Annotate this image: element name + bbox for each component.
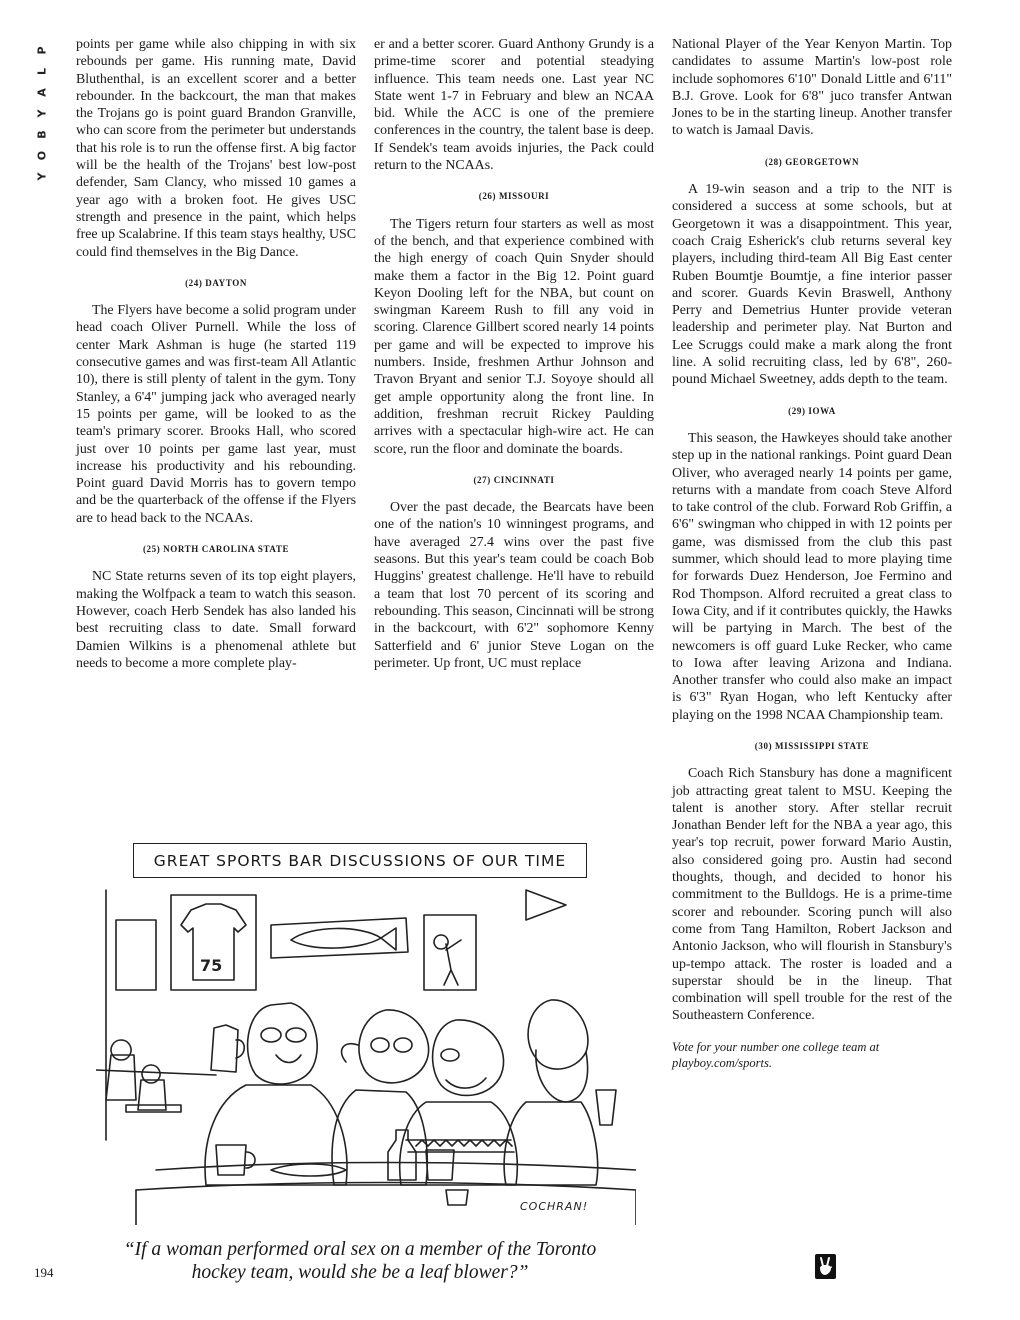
page-number: 194 [34,1265,54,1280]
nc-state-heading: (25) NORTH CAROLINA STATE [142,544,290,555]
mississippi-state-paragraph: Coach Rich Stansbury has done a magnificent job attracting great talent to MSU. Keeping the talent is another story. After stellar recruit Jonathan Bender left for the NBA a year ago, this year's top recruit, power forward Mario Austin, also considered going pro. Austin had second thoughts, though, and decided to honor his commitment to the Bulldogs. He is a prime-time scorer and rebounder. Scoring punch will also come from Tang Hamilton, Robert Jackson and Antonio Jackson, who will flourish in Stansbury's up-tempo attack. The roster is loaded and a superstar should be in the lineup. That combination will spell trouble for the rest of the Southeastern Conference. [672,766,952,1024]
vote-link-text[interactable]: Vote for your number one college team at playboy.com/sports. [672,1039,880,1070]
jersey-number: 75 [200,956,223,975]
cartoon-caption: “If a woman performed oral sex on a member of the Toronto hockey team, would she be a leaf blower?” [123,1239,597,1283]
article-column-3 [672,36,952,1071]
dayton-paragraph: The Flyers have become a solid program under head coach Oliver Purnell. While the loss of center Mark Ashman is huge (he started 119 consecutive games and was first-team All Atlantic 10), there is still plenty of talent in the gym. Tony Stanley, a 6'4" jumping jack who averaged nearly 15 points per game, will be looked to as the team's primary scorer. Brooks Hall, who scored just over 10 points per game last year, must increase his productivity and his rebounding. Point guard David Morris has to govern tempo and be the quarterback of the offense if the Flyers are to head back to the NCAAs. [76,303,356,526]
article-column-2 [374,36,654,672]
missouri-heading: (26) MISSOURI [478,191,550,202]
mississippi-state-heading: (30) MISSISSIPPI STATE [754,740,870,751]
missouri-paragraph: The Tigers return four starters as well as most of the bench, and that experience combined with the high energy of coach Quin Snyder should make them a factor in the Big 12. Point guard Keyon Dooling left for the NBA, but count on swingman Kareem Rush to fill any void in scoring. Clarence Gillbert scored nearly 14 points per game and will be expected to improve his numbers. Inside, freshmen Arthur Johnson and Travon Bryant and senior T.J. Soyoye should all get ample opportunity along the front line. In addition, freshman recruit Rickey Paulding arrives with a spectacular high-wire act. He can score, run the floor and dominate the boards. [374,216,654,457]
iowa-heading: (29) IOWA [788,405,836,416]
cincinnati-heading: (27) CINCINNATI [473,474,555,485]
iowa-paragraph: This season, the Hawkeyes should take another step up in the national rankings. Point guard Dean Oliver, who averaged nearly 14 points per game, returns with a mandate from coach Steve Alford to take control of the club. Forward Rob Griffin, a 6'6" swingman who chipped in with 12 points per game, was dismissed from the club this past summer, which should lead to more playing time for forwards Duez Henderson, Joe Fermino and Rod Thompson. Alford recruited a great class to Iowa City, and if it contributes quickly, the Hawks will be partying in March. The best of the newcomers is off guard Luke Recker, who came to Iowa after leaving Arizona and Indiana. Another transfer who could also make an impact is 6'3" Ryan Hogan, who left Kentucky after playing on the 1998 NCAA Championship team. [672,430,952,723]
cincinnati-paragraph: Over the past decade, the Bearcats have been one of the nation's 10 winningest programs, and have averaged 27.4 wins over the past five seasons. But this year's team could be coach Bob Huggins' greatest challenge. He'll have to rebuild a team that lost 70 percent of its scoring and rebounding. This season, Cincinnati will be strong in the backcourt, with 6'2" sophomore Kenny Satterfield and 6' junior Steve Logan on the perimeter. Up front, UC must replace [374,500,654,671]
dayton-heading: (24) DAYTON [185,277,247,288]
nc-state-paragraph: NC State returns seven of its top eight players, making the Wolfpack a team to watch this season. However, coach Herb Sendek has also landed his best recruiting class to date. Small forward Damien Wilkins is a phenomenal athlete but needs to become a more complete play- [76,569,356,671]
usc-continued-paragraph: points per game while also chipping in with six rebounds per game. His running mate, David Bluthenthal, is an excellent scorer and a better rebounder. In the backcourt, the man that makes the Trojans go is point guard Brandon Granville, who can score from the perimeter but understands that his role is to run the offense first. A big factor will be the health of the Trojans' best low-post defender, Sam Clancy, who missed 10 games a year ago with a broken foot. He gives USC strength and presence in the paint, which helps free up Scalabrine. If this team stays healthy, USC could find themselves in the Big Dance. [76,37,356,260]
article-column-1 [76,36,356,672]
georgetown-heading: (28) GEORGETOWN [764,156,860,167]
vertical-brand: P L A Y B O Y [35,46,49,181]
rabbit-head-logo-icon [815,1254,836,1279]
sports-bar-cartoon [96,840,636,1225]
cincinnati-continued-paragraph: National Player of the Year Kenyon Martin. Top candidates to assume Martin's low-post role include sophomores 6'10" Donald Little and 6'11" B.J. Grove. Look for 6'8" juco transfer Antwan Jones to be in the starting lineup. Another transfer to watch is Jamaal Davis. [672,37,952,139]
nc-state-continued-paragraph: er and a better scorer. Guard Anthony Grundy is a prime-time scorer and potential steadying influence. This team needs one. Last year NC State went 1-7 in February and blew an NCAA bid. While the ACC is one of the premiere conferences in the country, the talent base is deep. If Sendek's team avoids injuries, the Pack could return to the NCAAs. [374,37,654,174]
cartoonist-signature: COCHRAN! [520,1200,589,1213]
cartoon-title: GREAT SPORTS BAR DISCUSSIONS OF OUR TIME [133,843,587,878]
georgetown-paragraph: A 19-win season and a trip to the NIT is considered a success at some schools, but at Georgetown it was a disappointment. This year, coach Craig Esherick's club returns several key players, including third-team All Big East center Ruben Boumtje Boumtje, a fine interior passer and scorer. Guards Kevin Braswell, Anthony Perry and Demetrius Hunter provide veteran leadership and perimeter play. Nat Burton and Lee Scruggs could make a mark along the front line. A solid recruiting class, led by 6'8", 260-pound Michael Sweetney, adds depth to the team. [672,182,952,388]
